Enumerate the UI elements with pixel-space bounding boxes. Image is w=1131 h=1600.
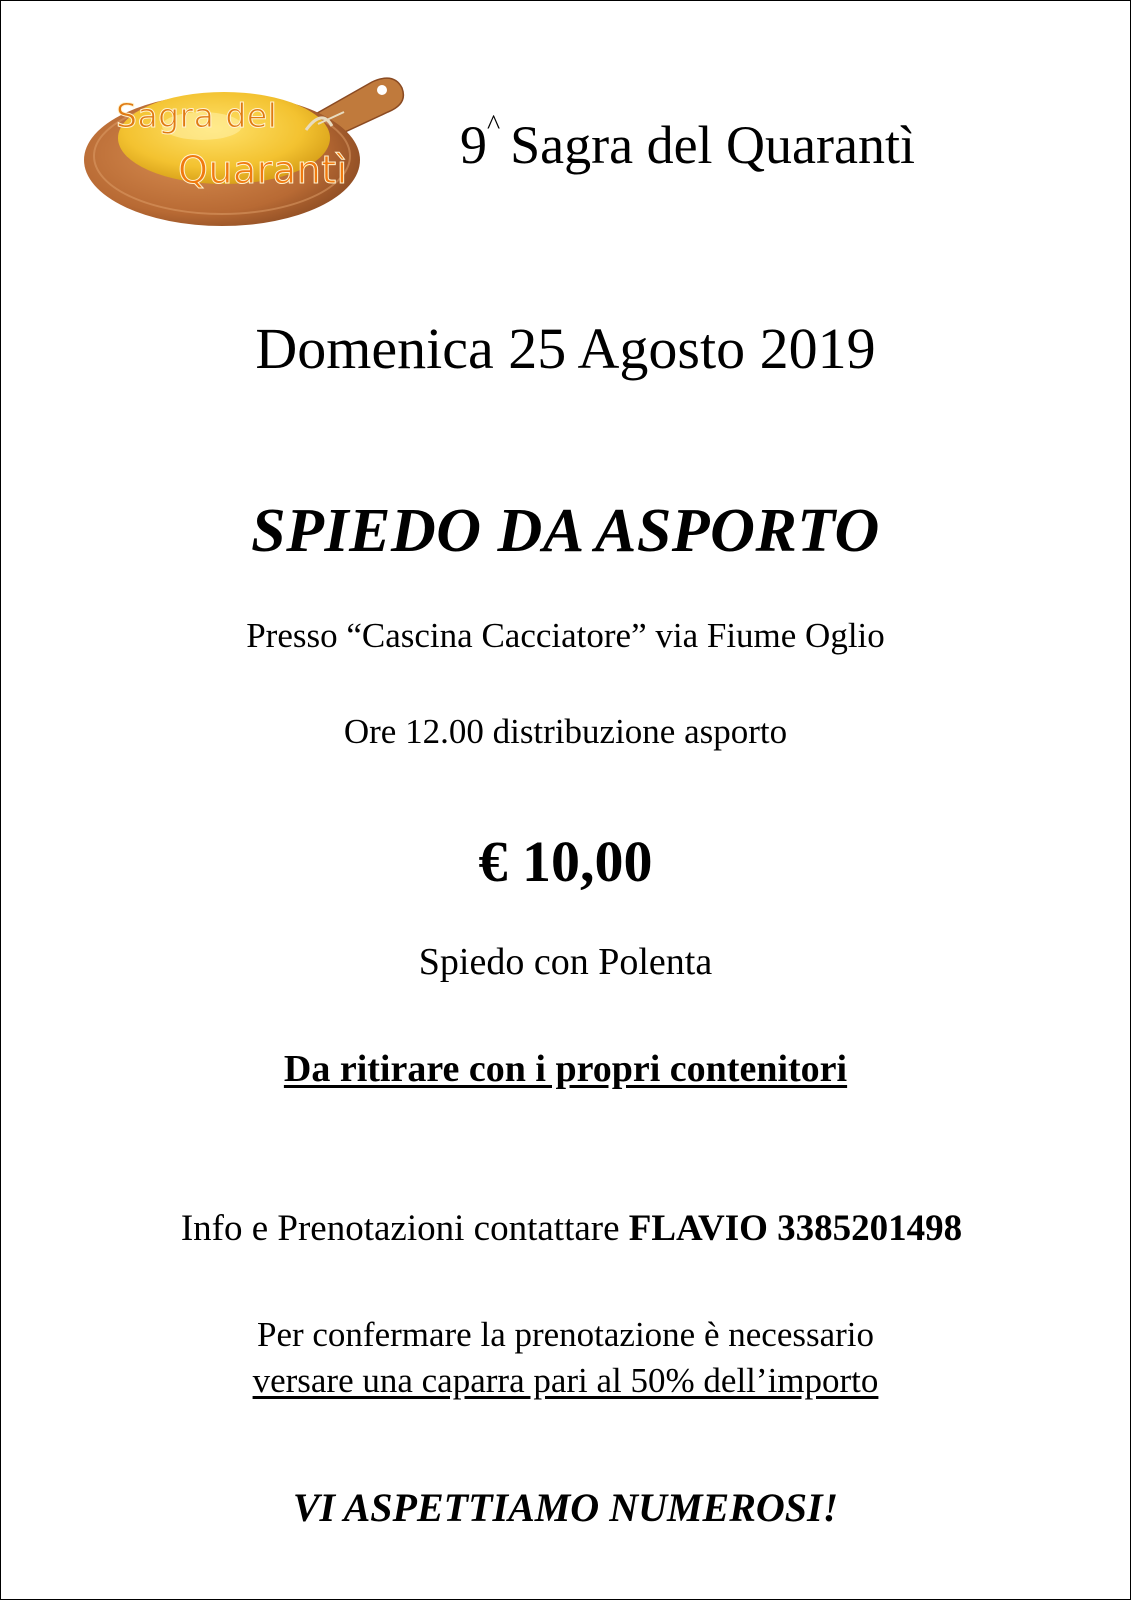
confirm-note-line2 xyxy=(0,1363,1131,1398)
menu-item: Spiedo con Polenta xyxy=(418,941,713,983)
page-title xyxy=(460,110,915,175)
edition-mark: ^ xyxy=(487,110,501,141)
price: € 10,00 xyxy=(478,829,653,894)
event-date: Domenica 25 Agosto 2019 xyxy=(255,316,876,381)
distribution-hours: Ore 12.00 distribuzione asporto xyxy=(343,712,788,751)
confirm-note-line1: Per confermare la prenotazione è necessario xyxy=(256,1315,875,1354)
contact-name-phone: FLAVIO 3385201498 xyxy=(628,1208,963,1249)
container-notice xyxy=(0,1050,1131,1088)
edition-number: 9 xyxy=(460,115,487,175)
contact-info xyxy=(0,1210,1131,1247)
festival-logo xyxy=(82,68,412,228)
event-location: Presso “Cascina Cacciatore” via Fiume Oglio xyxy=(246,616,885,655)
logo-text-line2: Quarantì xyxy=(178,148,348,192)
contact-prefix: Info e Prenotazioni contattare xyxy=(180,1208,620,1249)
closing-message: VI ASPETTIAMO NUMEROSI! xyxy=(292,1485,839,1530)
logo-text-line1: Sagra del xyxy=(116,96,278,135)
festival-name: Sagra del Quarantì xyxy=(510,115,915,175)
container-notice-text: Da ritirare con i propri contenitori xyxy=(283,1048,848,1090)
confirm-note-line2-text: versare una caparra pari al 50% dell’importo xyxy=(252,1361,879,1400)
headline: SPIEDO DA ASPORTO xyxy=(251,497,880,565)
